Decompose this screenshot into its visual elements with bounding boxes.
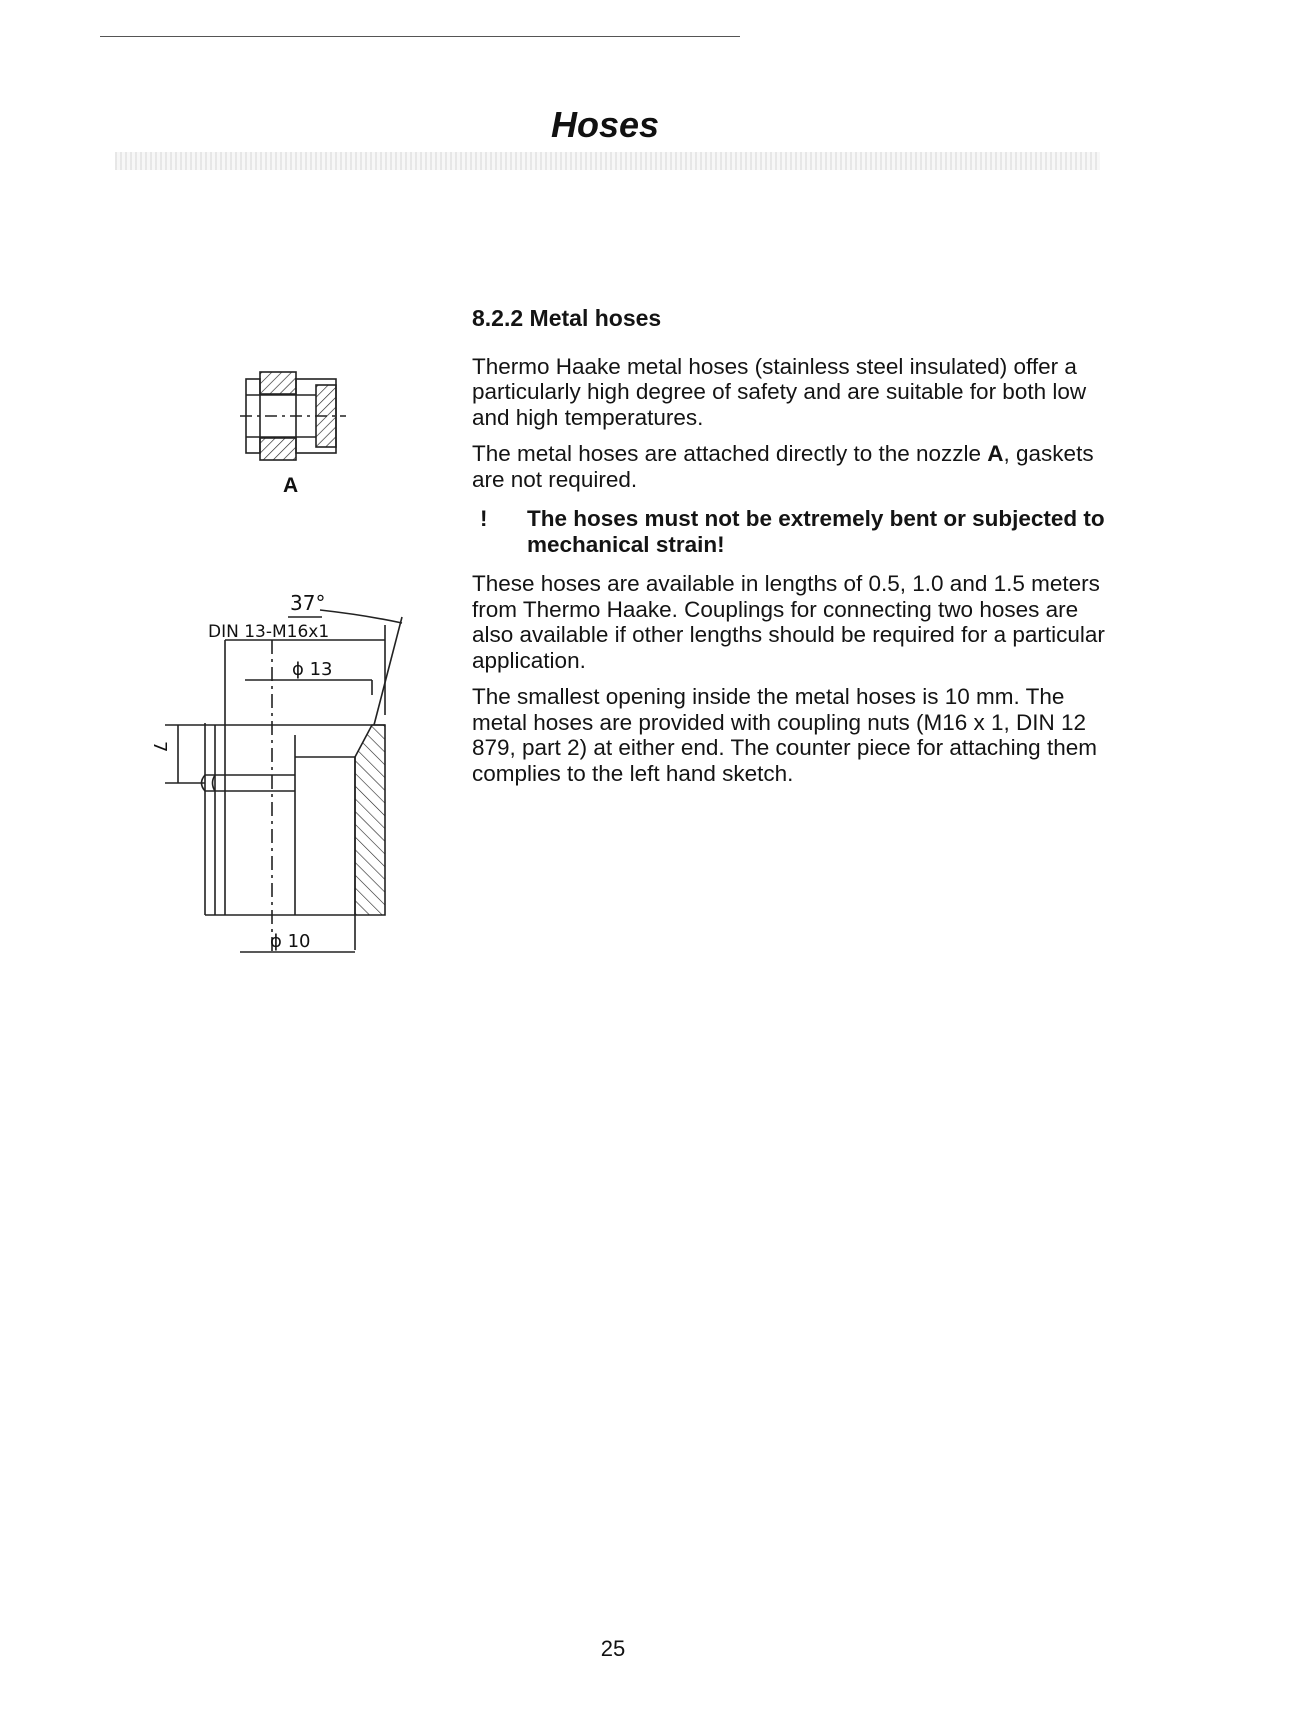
paragraph-nozzle-text-1: The metal hoses are attached directly to the nozzle — [472, 441, 988, 466]
warning-text: The hoses must not be extremely bent or subjected to mechanical strain! — [527, 506, 1105, 557]
dia-10-label: ϕ 10 — [270, 931, 311, 952]
paragraph-nozzle — [472, 441, 1112, 492]
section-heading: 8.2.2 Metal hoses — [472, 305, 662, 331]
dia-13-label: ϕ 13 — [292, 659, 333, 680]
din-label: DIN 13-M16x1 — [208, 622, 330, 642]
angle-label: 37° — [290, 591, 326, 615]
warning-note — [472, 506, 1112, 557]
exclamation-icon: ! — [480, 506, 488, 531]
section-drawing — [165, 610, 402, 955]
nozzle-a-drawing — [240, 372, 346, 460]
nozzle-reference: A — [987, 441, 1004, 466]
paragraph-intro: Thermo Haake metal hoses (stainless steel insulated) offer a particularly high degree of safety and are suitable for both low and high temperatures. — [472, 353, 1087, 430]
page-number: 25 — [600, 1636, 626, 1661]
paragraph-opening: The smallest opening inside the metal hoses is 10 mm. The metal hoses are provided with coupling nuts (M16 x 1, DIN 12 879, part 2) at either end. The counter piece for attaching them complies to the left hand sketch. — [472, 684, 1097, 786]
nozzle-label-a: A — [283, 474, 299, 497]
page-title: Hoses — [550, 104, 660, 145]
metal-hoses-section — [472, 306, 1112, 797]
paragraph-nozzle-text-2: , gaskets are not required. — [472, 441, 1094, 492]
dim-7-label: 7 — [149, 741, 170, 753]
header-rule — [100, 36, 740, 37]
header-shade-band — [115, 152, 1100, 170]
nozzle-drawings — [140, 355, 440, 975]
paragraph-lengths: These hoses are available in lengths of 0.5, 1.0 and 1.5 meters from Thermo Haake. Couplings for connecting two hoses are also available if other lengths should be required for a particular application. — [472, 571, 1105, 673]
